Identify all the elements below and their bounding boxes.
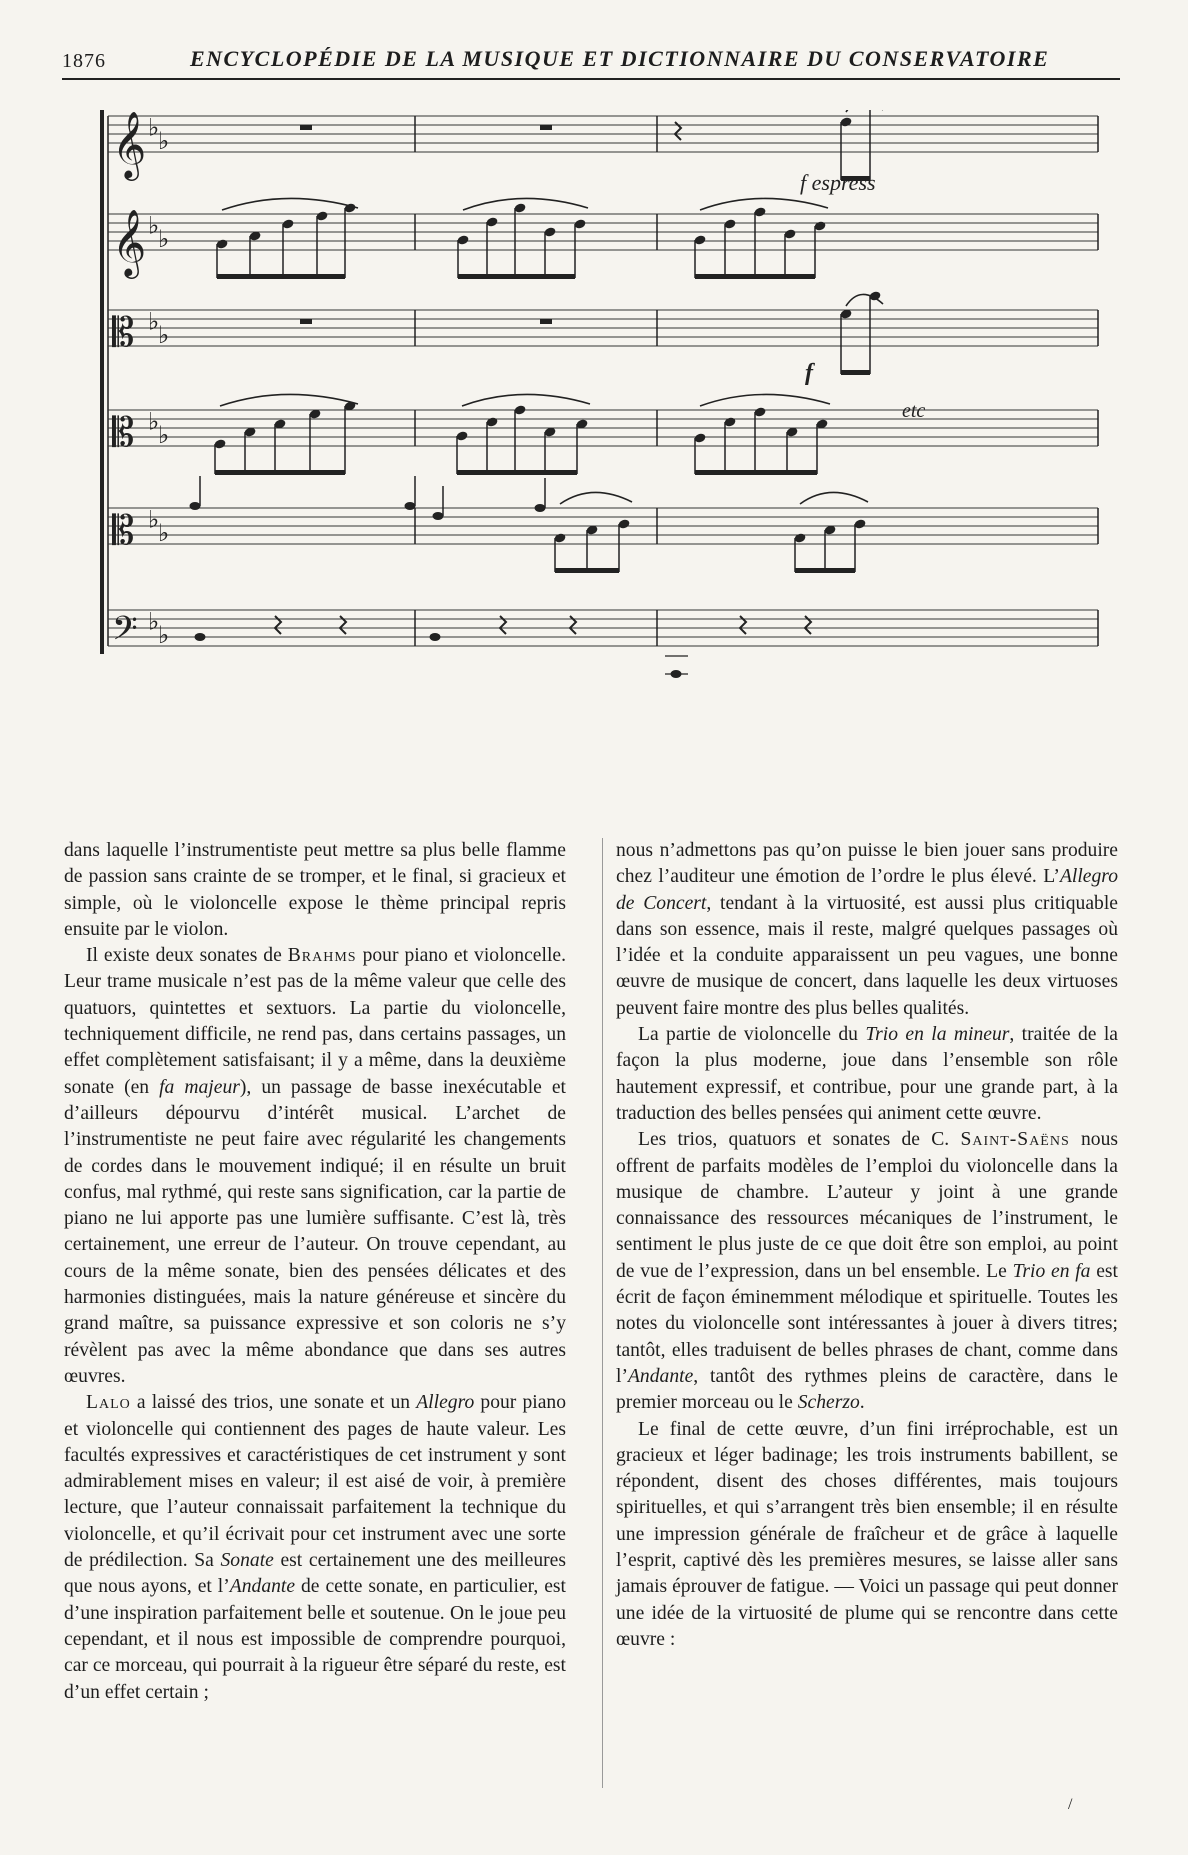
flat-icon: ♭ — [148, 407, 160, 436]
slur — [222, 198, 358, 210]
page-header — [62, 44, 1118, 78]
beam — [457, 470, 577, 475]
beam — [217, 274, 345, 279]
key-name: fa majeur — [159, 1076, 240, 1098]
clef-icon: 𝄞 — [112, 208, 147, 276]
flat-icon: ♭ — [148, 505, 160, 534]
clef-icon: 𝄡 — [112, 310, 135, 356]
paragraph-lalo: Lalo a laissé des trios, une sonate et un Allegro pour piano et violoncelle qui contiennent des pages de haute valeur. Les facultés expressives et caractéristiques de cet instrument y sont admirablement mises en valeur; il est aisé de voir, à première lecture, que l’auteur connaissait parfaitement la technique du violoncelle, et qu’il écrivait pour cet instrument avec une sorte de prédilection. Sa Sonate est certainement une des meilleures que nous ayons, et l’Andante de cette sonate, en particulier, est d’une inspiration parfaitement belle et soutenue. On le joue peu cependant, et il nous est impossible de comprendre pourquoi, car ce morceau, qui pourrait à la rigueur être séparé du reste, est d’un effet certain ; — [64, 1392, 567, 1703]
page-number: 1876 — [62, 50, 106, 72]
beam — [841, 370, 870, 375]
flat-icon: ♭ — [158, 621, 170, 649]
slur — [800, 492, 868, 504]
paragraph-trio-la: La partie de violoncelle du Trio en la mineur, traitée de la façon la plus moderne, joue dans l’ensemble son rôle hautement expressif, et contribue, pour une grande part, à la traduction des belles pensées qui animent cette œuvre. — [616, 1024, 1118, 1124]
note-head — [405, 502, 416, 510]
paragraph-allegro-concert: nous n’admettons pas qu’on puisse le bien jouer sans produire chez l’auditeur une émotion de l’ordre le plus élevé. L’Allegro de Concert, tendant à la virtuosité, est aussi plus critiquable dans son essence, mais il reste, malgré quelques passages où l’idée et la conduite apparaissent un peu vagues, une bonne œuvre de musique de concert, dans laquelle les deux virtuoses peuvent faire montre des plus belles qualités. — [616, 840, 1118, 1019]
beam — [695, 274, 815, 279]
flat-icon: ♭ — [148, 607, 160, 636]
etc-label: etc — [902, 400, 926, 422]
note-head — [433, 512, 444, 520]
note-head — [195, 633, 206, 641]
flat-icon: ♭ — [148, 307, 160, 336]
slur — [220, 394, 358, 406]
rest-icon — [300, 319, 312, 324]
beam — [458, 274, 575, 279]
composer-saint-saens: Saint-Saëns — [960, 1129, 1070, 1151]
dynamic-marking: f — [805, 360, 813, 386]
rest-icon — [300, 125, 312, 130]
slur — [700, 198, 828, 210]
left-column — [64, 838, 566, 1706]
music-score — [100, 110, 1100, 800]
flat-icon: ♭ — [148, 211, 160, 240]
paragraph-lalo-cont: dans laquelle l’instrumentiste peut mettre sa plus belle flamme de passion sans crainte de se tromper, et le final, si gracieux et simple, où le violoncelle expose le thème principal repris ensuite par le violon. — [64, 840, 566, 940]
score-svg — [100, 110, 1100, 800]
rest-icon — [540, 125, 552, 130]
dynamic-marking: f espress — [800, 170, 876, 195]
clef-icon: 𝄢 — [112, 610, 138, 656]
paragraph-brahms: Il existe deux sonates de Brahms pour piano et violoncelle. Leur trame musicale n’est pas de la même valeur que celle des quatuors, quintettes et sextuors. La partie du violoncelle, techniquement difficile, ne rend pas, dans certains passages, un effet complètement satisfaisant; il y a même, dans la deuxième sonate (en fa majeur), un passage de basse inexécutable et d’ailleurs dépourvu d’intérêt musical. L’archet de l’instrumentiste ne peut faire avec régularité les changements de cordes dans le mouvement indiqué; il en résulte un bruit confus, mal rythmé, qui reste sans signification, car la partie de piano ne lui apporte pas une lumière suffisante. C’est là, très certainement, une erreur de l’auteur. On trouve cependant, au cours de la même sonate, bien des pensées délicates et des harmonies distinguées, mais la nature généreuse et sincère du grand maître, sa puissance expressive et son coloris ne s’y révèlent pas avec la même abondance que dans ses autres œuvres. — [64, 945, 566, 1387]
slur — [846, 110, 883, 112]
slur — [700, 394, 830, 406]
header-rule — [62, 78, 1120, 80]
flat-icon: ♭ — [148, 113, 160, 142]
clef-icon: 𝄡 — [112, 508, 135, 554]
clef-icon: 𝄡 — [112, 410, 135, 456]
rest-icon — [540, 319, 552, 324]
clef-icon: 𝄞 — [112, 110, 147, 178]
column-divider — [602, 838, 603, 1788]
beam — [695, 470, 817, 475]
running-title: ENCYCLOPÉDIE DE LA MUSIQUE ET DICTIONNAIRE DU CONSERVATOIRE — [190, 46, 1050, 71]
note-head — [190, 502, 201, 510]
flat-icon: ♭ — [158, 519, 170, 547]
stray-mark: / — [1068, 1796, 1073, 1813]
flat-icon: ♭ — [158, 225, 170, 253]
note-head — [430, 633, 441, 641]
slur — [560, 492, 632, 504]
flat-icon: ♭ — [158, 421, 170, 449]
flat-icon: ♭ — [158, 127, 170, 155]
flat-icon: ♭ — [158, 321, 170, 349]
composer-brahms: Brahms — [287, 945, 357, 967]
paragraph-final: Le final de cette œuvre, d’un fini irréprochable, est un gracieux et léger badinage; les trois instruments babillent, se répondent, disent des choses différentes, mais toujours spirituelles, et qui s’arrangent très bien ensemble; il en résulte une impression générale de fraîcheur et de grâce à laquelle l’esprit, captivé dès les premières mesures, se laisse aller sans jamais éprouver de fatigue. — Voici un passage qui peut donner une idée de la virtuosité de plume qui se rencontre dans cette œuvre : — [616, 1418, 1118, 1650]
beam — [555, 568, 619, 573]
beam — [215, 470, 345, 475]
note-head — [535, 504, 546, 512]
beam — [795, 568, 855, 573]
slur — [462, 394, 590, 406]
right-column — [616, 838, 1118, 1653]
paragraph-saint-saens: Les trios, quatuors et sonates de C. Saint-Saëns nous offrent de parfaits modèles de l’emploi du violoncelle dans la musique de chambre. L’auteur y joint à une grande connaissance des ressources mécaniques de l’instrument, le sentiment le plus juste de ce que doit être son emploi, au point de vue de l’expression, dans un bel ensemble. Le Trio en fa est écrit de façon éminemment mélodique et spirituelle. Toutes les notes du violoncelle sont intéressantes à jouer à divers titres; tantôt, elles traduisent de belles phrases de chant, comme dans l’Andante, tantôt des rythmes pleins de caractère, dans le premier morceau ou le Scherzo. — [616, 1129, 1119, 1414]
composer-lalo: Lalo — [86, 1392, 131, 1414]
slur — [463, 198, 588, 210]
